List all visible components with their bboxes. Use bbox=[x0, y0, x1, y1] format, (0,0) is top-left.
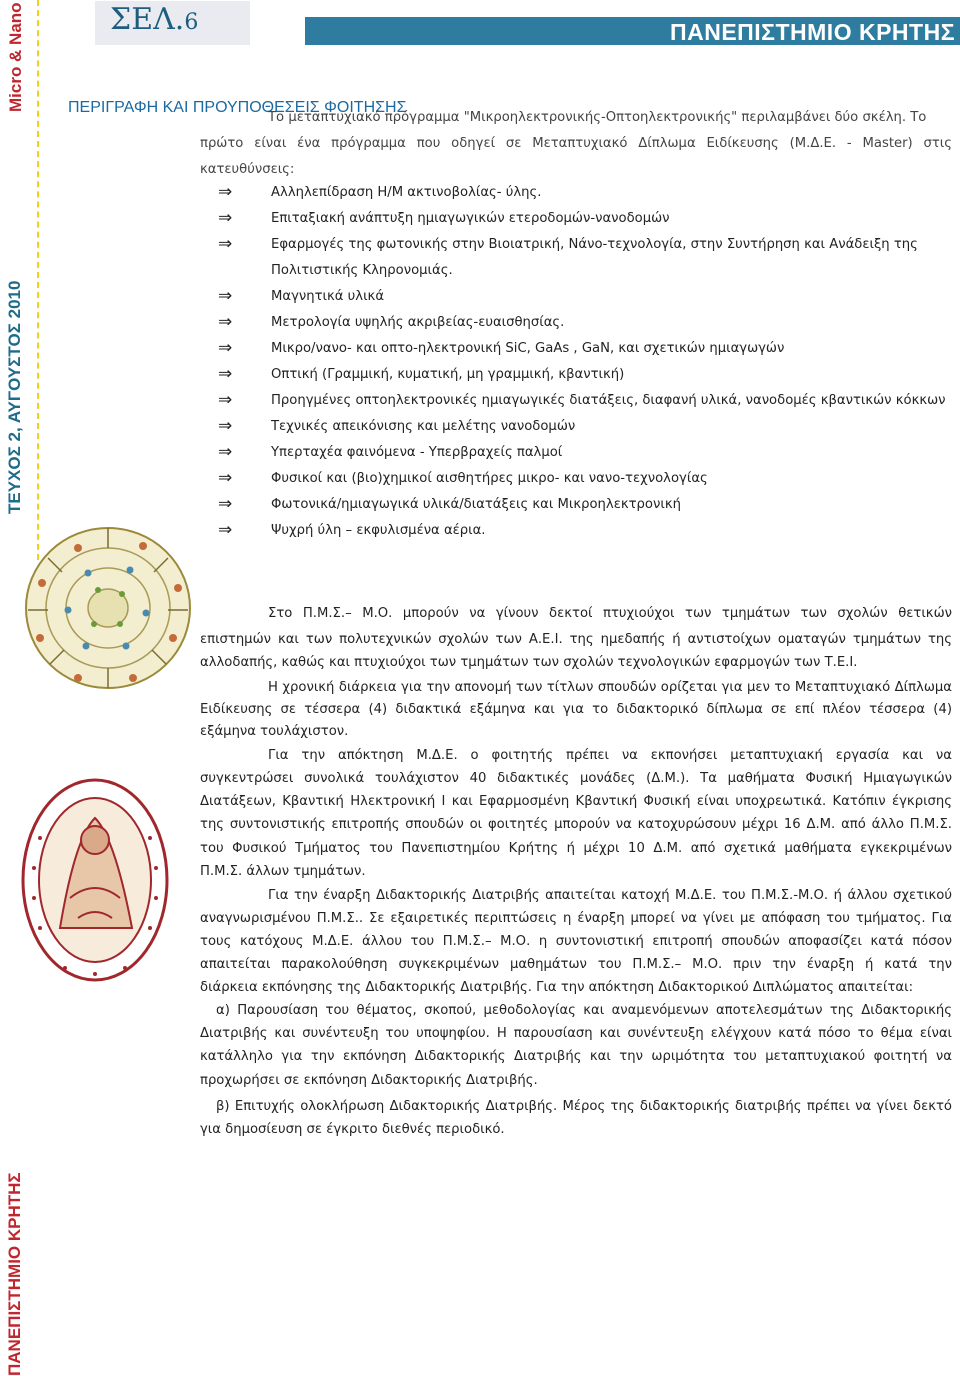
university-seal-emblem bbox=[20, 778, 170, 983]
intro-line-2: πρώτο είναι ένα πρόγραμμα που οδηγεί σε Μεταπτυχιακό Δίπλωμα Ειδίκευσης (Μ.Δ.Ε. - Master) στις bbox=[200, 136, 952, 151]
arrow-icon: ⇒ bbox=[218, 364, 233, 384]
sidebar-series-title: Micro & Nano bbox=[6, 2, 25, 112]
arrow-icon: ⇒ bbox=[218, 520, 233, 540]
page-number bbox=[110, 2, 198, 37]
intro-line-1: Το μεταπτυχιακό πρόγραμμα "Μικροηλεκτρονικής-Οπτοηλεκτρονικής" περιλαμβάνει δύο σκέλη. Το bbox=[268, 110, 927, 125]
body-line: Διατάξεων, Κβαντική Ηλεκτρονική Ι και Εφαρμοσμένη Κβαντική Φυσική είναι υποχρεωτικά. Κατόπιν έγκρισης bbox=[200, 794, 952, 809]
body-line: διάρκεια εκπόνησης της Διδακτορικής Διατριβής. Για την απόκτηση Διδακτορικού Διπλώματος απαιτείται: bbox=[200, 980, 914, 995]
body-line: της συντονιστικής επιτροπής σπουδών οι φοιτητές μπορούν να κατοχυρώσουν μέχρι 16 Δ.Μ. από άλλο Π.Μ.Σ. bbox=[200, 817, 952, 832]
body-line: τους κατόχους Μ.Δ.Ε. άλλου του Π.Μ.Σ.– Μ.Ο. η συντονιστική επιτροπή σπουδών αποφασίζει κατά πόσον bbox=[200, 934, 952, 949]
page-label: ΣΕΛ. bbox=[110, 2, 185, 37]
body-line: προχωρήσει σε εκπόνηση Διδακτορικής Διατριβής. bbox=[200, 1073, 538, 1088]
arrow-icon: ⇒ bbox=[218, 208, 233, 228]
body-line: Η χρονική διάρκεια για την απονομή των τίτλων σπουδών ορίζεται για μεν το Μεταπτυχιακό Δίπλωμα bbox=[268, 680, 952, 695]
body-line: επιστημών και των πολυτεχνικών σχολών των Α.Ε.Ι. της ημεδαπής ή αντιστοίχων οματαγών τμημάτων της bbox=[200, 632, 952, 647]
arrow-icon: ⇒ bbox=[218, 234, 233, 254]
arrow-icon: ⇒ bbox=[218, 442, 233, 462]
arrow-icon: ⇒ bbox=[218, 390, 233, 410]
arrow-icon: ⇒ bbox=[218, 494, 233, 514]
body-line: απαιτείται παρακολούθηση συγκεκριμένων μαθημάτων του Π.Μ.Σ.– Μ.Ο. πριν την έναρξη ή κατά την bbox=[200, 957, 952, 972]
section-title: ΠΕΡΙΓΡΑΦΗ ΚΑΙ ΠΡΟΥΠΟΘΕΣΕΙΣ ΦΟΙΤΗΣΗΣ bbox=[68, 99, 407, 116]
sidebar-issue-label: ΤΕΥΧΟΣ 2, ΑΥΓΟΥΣΤΟΣ 2010 bbox=[5, 280, 24, 514]
body-line: Στο Π.Μ.Σ.– Μ.Ο. μπορούν να γίνουν δεκτοί πτυχιούχοι των τμημάτων των σχολών θετικών bbox=[268, 606, 952, 621]
arrow-icon: ⇒ bbox=[218, 312, 233, 332]
body-line: Για την έναρξη Διδακτορικής Διατριβής απαιτείται κατοχή Μ.Δ.Ε. του Π.Μ.Σ.-Μ.Ο. ή άλλου σχετικού bbox=[268, 888, 952, 903]
body-line: εξάμηνα τουλάχιστον. bbox=[200, 724, 349, 739]
body-line: αναγνωρισμένου Π.Μ.Σ.. Σε εξαιρετικές περιπτώσεις η έναρξη μπορεί να γίνει με απόφαση του τμήματος. Για bbox=[200, 911, 952, 926]
page-number-value: 6 bbox=[184, 10, 199, 35]
header-university-title: ΠΑΝΕΠΙΣΤΗΜΙΟ ΚΡΗΤΗΣ bbox=[670, 19, 955, 45]
body-line: Διατριβής και συνέντευξη του υποψηφίου. Η παρουσίαση και συνέντευξη ελέγχουν κατά πόσο το θέμα είναι bbox=[200, 1026, 952, 1041]
sidebar-dashed-divider bbox=[37, 0, 39, 560]
arrow-icon: ⇒ bbox=[218, 286, 233, 306]
arrow-icon: ⇒ bbox=[218, 416, 233, 436]
body-line: συγκεντρώσει συνολικά τουλάχιστον 40 διδακτικές μονάδες (Δ.Μ.). Τα μαθήματα Φυσική Ημιαγωγικών bbox=[200, 771, 952, 786]
arrow-icon: ⇒ bbox=[218, 468, 233, 488]
body-line: α) Παρουσίαση του θέματος, σκοπού, μεθοδολογίας και αναμενόμενων αποτελεσμάτων της Διδακτορικής bbox=[216, 1003, 952, 1018]
body-line: κατάλληλο για την εκπόνηση Διδακτορικής Διατριβής και την ωριμότητα του μεταπτυχιακού φοιτητή να bbox=[200, 1049, 952, 1064]
body-line: αλλοδαπής, καθώς και πτυχιούχοι των τμημάτων των σχολών τεχνολογικών εφαρμογών των Τ.Ε.Ι. bbox=[200, 655, 858, 670]
arrow-icon: ⇒ bbox=[218, 182, 233, 202]
arrow-icon: ⇒ bbox=[218, 338, 233, 358]
intro-line-3: κατευθύνσεις: bbox=[200, 162, 295, 177]
phaistos-disc-emblem bbox=[18, 518, 198, 698]
sidebar-university-label: ΠΑΝΕΠΙΣΤΗΜΙΟ ΚΡΗΤΗΣ bbox=[5, 1172, 24, 1376]
body-line: Π.Μ.Σ. άλλων τμημάτων. bbox=[200, 864, 366, 879]
body-line: β) Επιτυχής ολοκλήρωση Διδακτορικής Διατριβής. Μέρος της διδακτορικής διατριβής πρέπει να γίνει δεκτό bbox=[216, 1099, 952, 1114]
body-line: για δημοσίευση σε έγκριτο διεθνές περιοδικό. bbox=[200, 1122, 505, 1137]
body-line: του Φυσικού Τμήματος του Πανεπιστημίου Κρήτης ή μέχρι 10 Δ.Μ. από σχετικά μαθήματα εγκεκριμένων bbox=[200, 841, 952, 856]
body-line: Ειδίκευσης σε τέσσερα (4) διδακτικά εξάμηνα και για το διδακτορικό δίπλωμα σε επί πλέον τέσσερα (4) bbox=[200, 702, 952, 717]
body-line: Για την απόκτηση Μ.Δ.Ε. ο φοιτητής πρέπει να εκπονήσει μεταπτυχιακή εργασία και να bbox=[268, 748, 952, 763]
